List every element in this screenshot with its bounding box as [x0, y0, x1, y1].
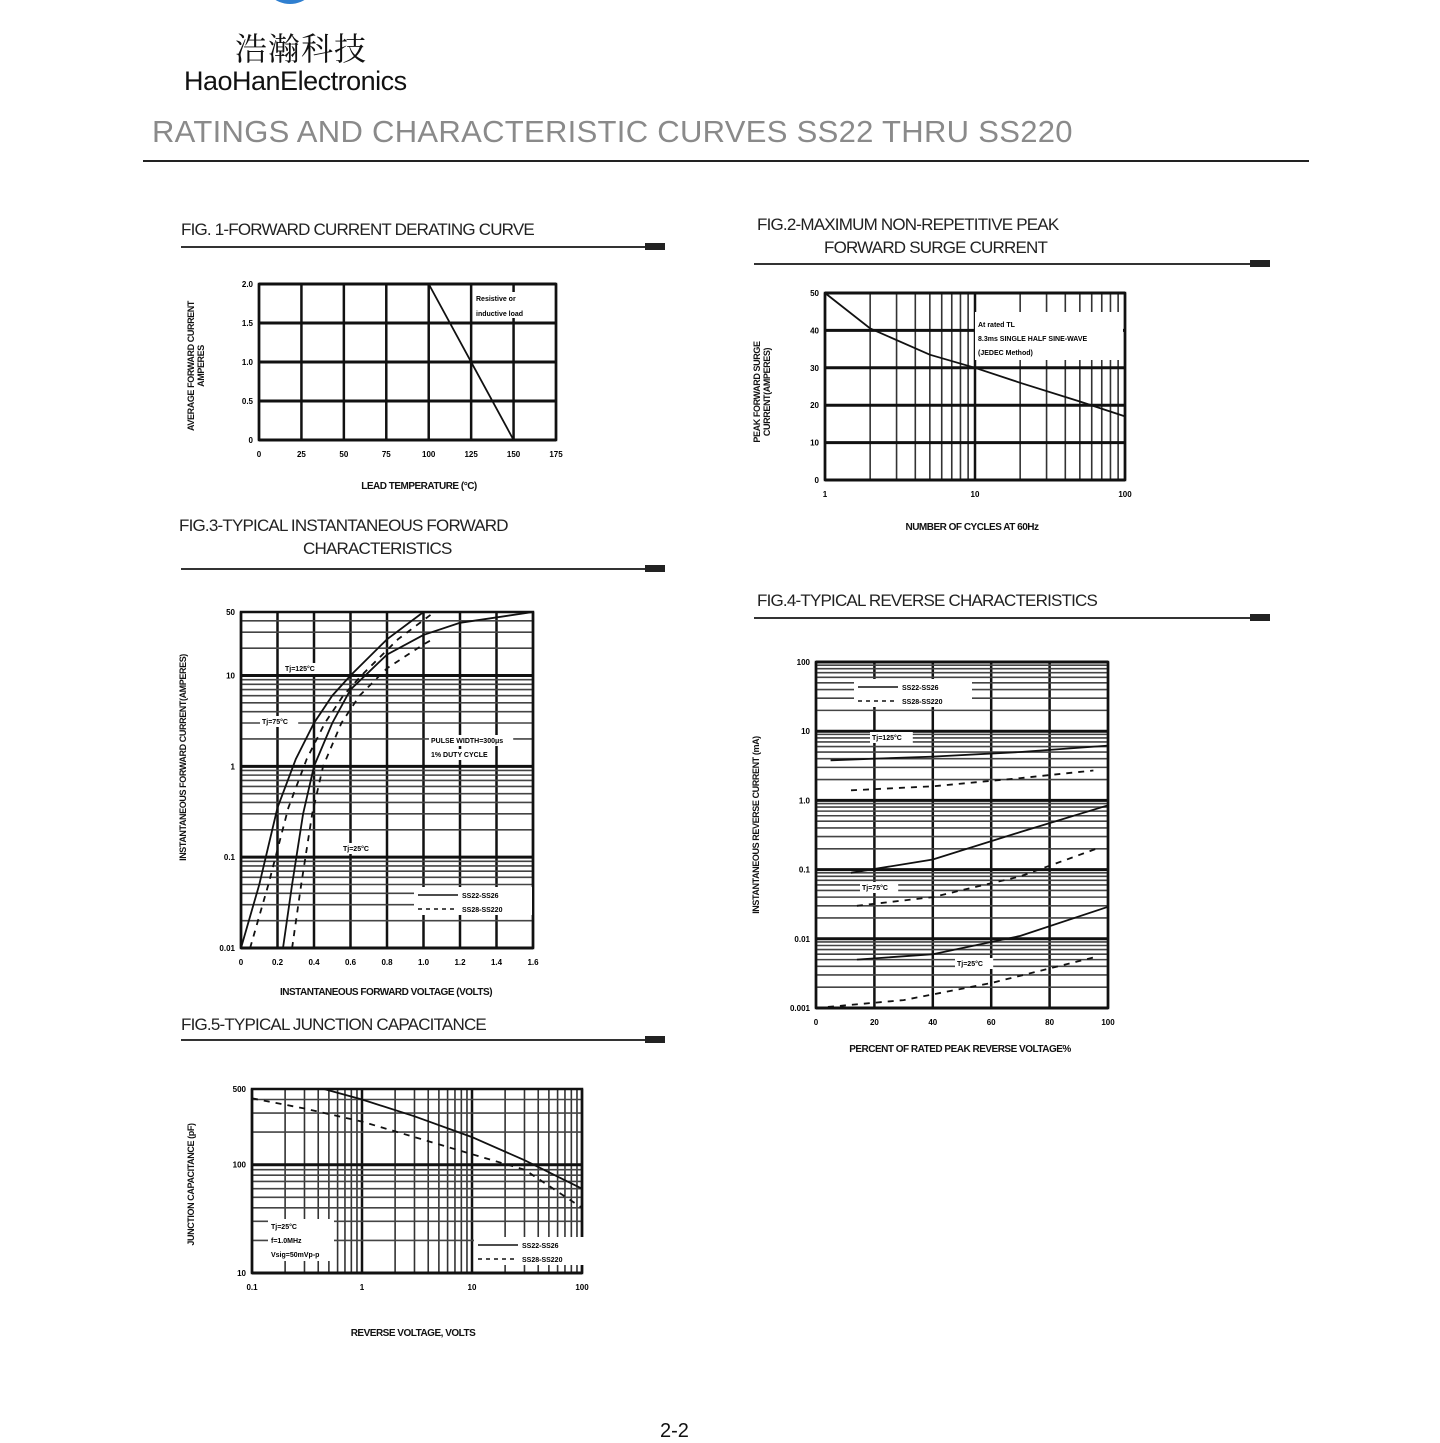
fig4-title: FIG.4-TYPICAL REVERSE CHARACTERISTICS [757, 591, 1098, 610]
fig5-plot [233, 1085, 592, 1292]
x-tick-label: 20 [869, 1018, 879, 1027]
fig3-y-axis-label: INSTANTANEOUS FORWARD CURRENT(AMPERES) [178, 654, 188, 861]
legend-label: SS28-SS220 [902, 699, 943, 706]
x-tick-label: 1.0 [417, 958, 430, 967]
y-tick-label: 0.1 [798, 865, 810, 875]
y-tick-label: 2.0 [241, 280, 253, 289]
y-tick-label: 10 [810, 438, 819, 448]
x-tick-label: 10 [970, 490, 980, 499]
x-tick-label: 1.2 [454, 958, 466, 967]
x-tick-label: 80 [1045, 1018, 1055, 1027]
y-tick-label: 40 [810, 326, 819, 336]
fig1-x-axis-label: LEAD TEMPERATURE (°C) [361, 481, 477, 492]
annotation-text: Vsig=50mVp-p [271, 1252, 320, 1259]
y-tick-label: 0.01 [794, 934, 810, 944]
x-tick-label: 0 [238, 958, 244, 967]
annotation-text: PULSE WIDTH=300μs [431, 738, 504, 745]
fig1-plot [242, 280, 563, 459]
annotation-text: (JEDEC Method) [978, 350, 1033, 357]
x-tick-label: 150 [506, 450, 521, 459]
company-name-chinese: 浩瀚科技 [235, 30, 368, 68]
x-tick-label: 75 [381, 450, 391, 459]
fig2-title-line2: FORWARD SURGE CURRENT [824, 238, 1048, 257]
fig2-ylabel-line1: PEAK FORWARD SURGE [752, 341, 762, 443]
x-tick-label: 125 [464, 450, 478, 459]
x-tick-label: 60 [986, 1018, 996, 1027]
fig5-title: FIG.5-TYPICAL JUNCTION CAPACITANCE [181, 1015, 486, 1034]
fig2-x-axis-label: NUMBER OF CYCLES AT 60Hz [905, 522, 1039, 533]
annotation-text: Tj=75°C [262, 719, 288, 726]
y-tick-label: 1 [230, 762, 235, 772]
fig1-ylabel-line2: AMPERES [196, 345, 206, 387]
x-tick-label: 1.6 [527, 958, 539, 967]
x-tick-label: 25 [296, 450, 306, 459]
fig2-plot [810, 289, 1132, 499]
x-tick-label: 0 [256, 450, 262, 459]
y-tick-label: 1.5 [241, 319, 253, 328]
legend-label: SS22-SS26 [902, 685, 939, 692]
x-tick-label: 0.2 [271, 958, 284, 967]
annotation-text: 1% DUTY CYCLE [431, 752, 488, 759]
legend-label: SS28-SS220 [522, 1257, 563, 1264]
x-tick-label: 0 [813, 1018, 819, 1027]
fig4-y-axis-label: INSTANTANEOUS REVERSE CURRENT (mA) [751, 736, 761, 914]
y-tick-label: 50 [226, 608, 235, 617]
y-tick-label: 500 [232, 1085, 246, 1094]
legend-label: SS22-SS26 [522, 1243, 559, 1250]
y-tick-label: 1.0 [798, 796, 810, 806]
fig3-plot [219, 608, 539, 967]
annotation-text: Tj=125°C [872, 735, 902, 742]
annotation-text: Resistive or [476, 296, 516, 303]
plot-area [816, 662, 1108, 1008]
annotation-text: Tj=25°C [343, 846, 369, 853]
x-tick-label: 40 [928, 1018, 938, 1027]
annotation-text: At rated TL [978, 322, 1015, 329]
fig1-title-line: FIG. 1-FORWARD CURRENT DERATING CURVE [181, 220, 534, 239]
document-title: RATINGS AND CHARACTERISTIC CURVES SS22 THRU SS220 [152, 114, 1073, 149]
x-tick-label: 0.6 [344, 958, 357, 967]
x-tick-label: 100 [422, 450, 436, 459]
fig3-title-line2: CHARACTERISTICS [303, 539, 452, 558]
fig5-x-axis-label: REVERSE VOLTAGE, VOLTS [350, 1328, 476, 1339]
x-tick-label: 100 [575, 1283, 589, 1292]
fig5-y-axis-label: JUNCTION CAPACITANCE (pF) [186, 1123, 196, 1246]
legend-label: SS28-SS220 [462, 907, 503, 914]
company-name-english: HaoHanElectronics [184, 66, 407, 96]
x-tick-label: 50 [339, 450, 349, 459]
y-tick-label: 0.01 [219, 944, 235, 953]
annotation-text: inductive load [476, 311, 524, 318]
fig1-ylabel-line1: AVERAGE FORWARD CURRENT [186, 301, 196, 431]
x-tick-label: 1 [822, 490, 828, 499]
fig2-ylabel-line2: CURRENT(AMPERES) [762, 347, 772, 437]
y-tick-label: 1.0 [241, 358, 253, 367]
y-tick-label: 20 [810, 401, 819, 411]
y-tick-label: 10 [226, 671, 235, 681]
y-tick-label: 100 [232, 1160, 246, 1170]
x-tick-label: 100 [1118, 490, 1132, 499]
legend-label: SS22-SS26 [462, 893, 499, 900]
x-tick-label: 0.1 [246, 1283, 258, 1292]
y-tick-label: 0.001 [789, 1004, 810, 1013]
x-tick-label: 0.8 [381, 958, 393, 967]
x-tick-label: 10 [467, 1283, 477, 1292]
x-tick-label: 100 [1101, 1018, 1115, 1027]
y-tick-label: 0.1 [223, 853, 235, 863]
fig3-title-line1: FIG.3-TYPICAL INSTANTANEOUS FORWARD [179, 516, 508, 535]
x-tick-label: 1.4 [490, 958, 503, 967]
y-tick-label: 30 [810, 363, 819, 373]
fig2-title-line1: FIG.2-MAXIMUM NON-REPETITIVE PEAK [757, 215, 1059, 234]
annotation-text: Tj=75°C [862, 885, 888, 892]
y-tick-label: 100 [796, 658, 810, 667]
fig4-plot [790, 658, 1115, 1027]
y-tick-label: 10 [801, 727, 810, 737]
annotation-text: f=1.0MHz [271, 1238, 302, 1245]
annotation-text: 8.3ms SINGLE HALF SINE-WAVE [978, 336, 1088, 343]
annotation-text: Tj=25°C [271, 1224, 297, 1231]
y-tick-label: 0 [814, 476, 819, 485]
fig4-x-axis-label: PERCENT OF RATED PEAK REVERSE VOLTAGE% [849, 1044, 1071, 1055]
y-tick-label: 0.5 [241, 397, 253, 406]
y-tick-label: 0 [248, 436, 253, 445]
page-number: 2-2 [660, 1420, 689, 1442]
x-tick-label: 175 [549, 450, 563, 459]
x-tick-label: 1 [359, 1283, 365, 1292]
y-tick-label: 50 [810, 289, 819, 298]
annotation-text: Tj=125°C [285, 666, 315, 673]
fig3-x-axis-label: INSTANTANEOUS FORWARD VOLTAGE (VOLTS) [279, 987, 493, 998]
annotation-text: Tj=25°C [957, 961, 983, 968]
y-tick-label: 10 [237, 1269, 246, 1278]
x-tick-label: 0.4 [308, 958, 320, 967]
